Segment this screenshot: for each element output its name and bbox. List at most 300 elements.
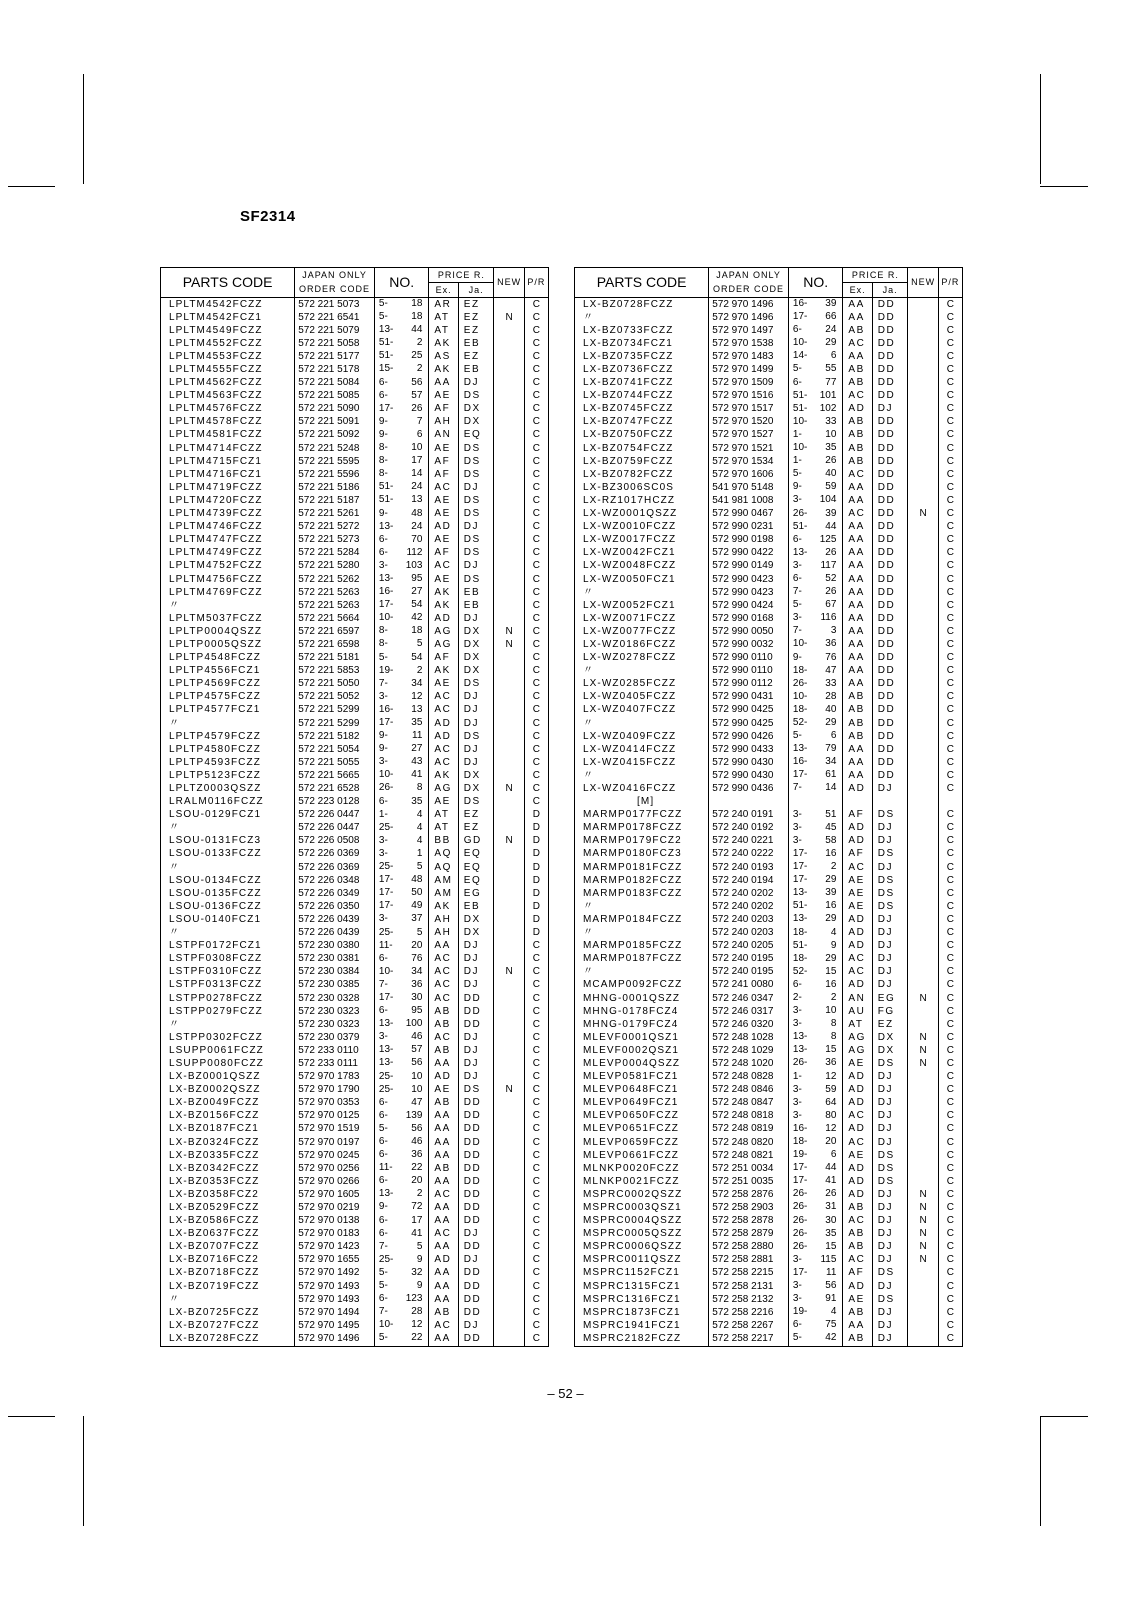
no-page: 6- xyxy=(378,389,388,401)
no-page: 17- xyxy=(378,599,394,611)
price-ex-cell: AK xyxy=(429,363,458,376)
price-ex-cell: AB xyxy=(843,377,872,390)
pr-cell: C xyxy=(946,874,955,886)
parts-code-cell: MARMP0180FCZ3 xyxy=(575,848,709,861)
price-ja-cell: DS xyxy=(872,887,908,900)
price-ex-cell: AF xyxy=(429,403,458,416)
price-ja-cell: DD xyxy=(872,586,908,599)
table-row xyxy=(575,1175,963,1188)
crop-mark xyxy=(83,74,84,184)
pr-cell: C xyxy=(946,1306,955,1318)
order-code-cell: 572 248 0828 xyxy=(709,1071,789,1084)
price-ja-cell: DX xyxy=(458,782,494,795)
no-item: 8 xyxy=(830,1031,837,1043)
price-ex-cell: AF xyxy=(429,468,458,481)
no-item: 76 xyxy=(825,651,837,663)
no-item: 42 xyxy=(411,612,423,624)
pr-cell: C xyxy=(532,940,541,952)
parts-code-cell: LX-BZ3006SC0S xyxy=(575,481,709,494)
no-cell xyxy=(374,547,429,560)
price-ex-cell: AS xyxy=(429,350,458,363)
price-ex-cell: AB xyxy=(429,1005,458,1018)
no-cell xyxy=(788,652,843,665)
no-page: 11- xyxy=(378,1162,393,1174)
no-item: 6 xyxy=(830,730,837,742)
table-row xyxy=(575,927,963,940)
no-item: 56 xyxy=(411,1122,423,1134)
order-code-cell: 572 970 0353 xyxy=(295,1097,375,1110)
table-row xyxy=(161,298,549,312)
new-cell xyxy=(494,1267,524,1280)
order-code-cell: 572 970 1790 xyxy=(295,1084,375,1097)
pr-cell: C xyxy=(946,691,955,703)
price-ex-cell: AG xyxy=(429,782,458,795)
pr-cell: C xyxy=(532,717,541,729)
no-page: 8- xyxy=(378,625,388,637)
no-item: 10 xyxy=(825,428,837,440)
new-cell xyxy=(494,652,524,665)
price-ja-cell: DD xyxy=(458,1306,494,1319)
price-ja-cell: DJ xyxy=(458,1057,494,1070)
no-item: 18 xyxy=(411,625,423,637)
no-cell xyxy=(374,534,429,547)
table-row xyxy=(575,992,963,1005)
pr-cell: C xyxy=(946,717,955,729)
no-cell xyxy=(374,455,429,468)
price-ex-cell: AA xyxy=(429,1267,458,1280)
order-code-cell: 572 970 1517 xyxy=(709,403,789,416)
new-cell xyxy=(494,1319,524,1332)
parts-code-cell: LX-BZ0156FCZZ xyxy=(161,1110,295,1123)
no-cell xyxy=(374,874,429,887)
price-ex-cell: AC xyxy=(429,992,458,1005)
new-cell xyxy=(908,1018,938,1031)
price-ja-cell: DS xyxy=(458,455,494,468)
no-page: 6- xyxy=(378,376,388,388)
pr-cell: C xyxy=(532,350,541,362)
pr-cell: C xyxy=(946,638,955,650)
price-ex-cell: AA xyxy=(429,1215,458,1228)
price-ja-cell: EB xyxy=(458,363,494,376)
new-cell xyxy=(908,1149,938,1162)
no-page: 51- xyxy=(378,481,394,493)
parts-code-cell: LX-BZ0728FCZZ xyxy=(575,298,709,312)
no-cell xyxy=(788,1123,843,1136)
no-page: 25- xyxy=(378,926,394,938)
new-cell: N xyxy=(908,1031,938,1044)
order-code-cell: 572 246 0320 xyxy=(709,1018,789,1031)
no-item: 76 xyxy=(411,952,423,964)
price-ex-cell: AE xyxy=(429,508,458,521)
price-ja-cell xyxy=(872,796,908,809)
no-page: 7- xyxy=(378,1306,388,1318)
no-cell xyxy=(374,1267,429,1280)
no-page: 10- xyxy=(792,638,808,650)
order-code-cell: 572 970 1493 xyxy=(295,1280,375,1293)
no-cell xyxy=(788,1136,843,1149)
order-code-cell: 572 221 5092 xyxy=(295,429,375,442)
no-cell xyxy=(374,1306,429,1319)
price-ex-header: Ex. xyxy=(429,283,458,298)
pr-cell: C xyxy=(532,442,541,454)
new-cell xyxy=(494,1097,524,1110)
new-cell: N xyxy=(908,1057,938,1070)
parts-code-cell: LX-WZ0071FCZZ xyxy=(575,612,709,625)
no-cell xyxy=(374,1044,429,1057)
no-cell xyxy=(374,822,429,835)
price-ja-cell: DJ xyxy=(872,966,908,979)
pr-cell: C xyxy=(532,468,541,480)
no-cell xyxy=(788,429,843,442)
price-ex-cell: AD xyxy=(429,1254,458,1267)
table-row xyxy=(575,782,963,795)
order-code-cell: 572 970 1521 xyxy=(709,442,789,455)
price-ex-cell: AK xyxy=(429,665,458,678)
no-cell xyxy=(374,638,429,651)
no-item: 2 xyxy=(830,861,837,873)
new-cell xyxy=(908,848,938,861)
price-ja-cell: DD xyxy=(872,573,908,586)
parts-code-cell: MSPRC1873FCZ1 xyxy=(575,1306,709,1319)
parts-code-cell: MARMP0187FCZZ xyxy=(575,953,709,966)
pr-cell: C xyxy=(946,1057,955,1069)
new-cell xyxy=(494,1254,524,1267)
order-code-cell: 572 240 0192 xyxy=(709,822,789,835)
pr-cell: C xyxy=(946,743,955,755)
parts-code-cell: MARMP0185FCZZ xyxy=(575,940,709,953)
pr-header: P/R xyxy=(938,268,962,298)
no-cell xyxy=(374,704,429,717)
price-ex-cell: AD xyxy=(843,1097,872,1110)
price-ex-cell: AD xyxy=(843,927,872,940)
no-cell xyxy=(788,1228,843,1241)
no-item: 5 xyxy=(416,926,423,938)
price-ex-cell: AT xyxy=(843,1018,872,1031)
price-ja-cell: DD xyxy=(872,652,908,665)
price-ja-cell: DJ xyxy=(872,1110,908,1123)
no-item: 15 xyxy=(825,965,837,977)
no-page: 3- xyxy=(378,1031,388,1043)
price-ex-cell: AD xyxy=(843,1175,872,1188)
parts-code-cell: LSUPP0080FCZZ xyxy=(161,1057,295,1070)
table-row xyxy=(161,822,549,835)
no-page: 17- xyxy=(792,1162,808,1174)
no-item: 117 xyxy=(820,559,837,571)
new-cell xyxy=(494,1136,524,1149)
pr-cell: C xyxy=(946,1031,955,1043)
new-cell xyxy=(494,1188,524,1201)
no-cell xyxy=(788,1018,843,1031)
price-ja-cell: DS xyxy=(458,678,494,691)
parts-code-cell: MCAMP0092FCZZ xyxy=(575,979,709,992)
no-cell xyxy=(788,1332,843,1346)
pr-cell: C xyxy=(532,1254,541,1266)
pr-cell: C xyxy=(532,1332,541,1344)
pr-cell: C xyxy=(532,1057,541,1069)
new-cell xyxy=(908,1280,938,1293)
price-ja-cell: EQ xyxy=(458,861,494,874)
pr-cell: C xyxy=(532,992,541,1004)
no-item: 46 xyxy=(411,1136,423,1147)
order-code-cell: 572 970 1605 xyxy=(295,1188,375,1201)
no-cell xyxy=(788,1005,843,1018)
price-ja-cell: DJ xyxy=(872,927,908,940)
no-page: 3- xyxy=(378,559,388,571)
no-item: 10 xyxy=(411,442,423,454)
pr-cell: C xyxy=(946,1267,955,1279)
no-cell xyxy=(374,350,429,363)
table-row xyxy=(575,874,963,887)
no-page: 3- xyxy=(792,821,802,833)
no-item: 14 xyxy=(411,468,423,480)
no-cell xyxy=(788,1267,843,1280)
no-page: 18- xyxy=(792,703,808,715)
no-page: 18- xyxy=(792,952,808,964)
no-item: 2 xyxy=(830,991,837,1003)
new-cell xyxy=(494,1162,524,1175)
new-cell xyxy=(908,403,938,416)
new-cell xyxy=(494,848,524,861)
order-code-cell: 572 240 0194 xyxy=(709,874,789,887)
pr-cell: C xyxy=(532,311,541,323)
table-row xyxy=(161,887,549,900)
no-item: 112 xyxy=(406,546,423,558)
no-cell xyxy=(788,377,843,390)
parts-code-cell: LX-BZ0782FCZZ xyxy=(575,468,709,481)
parts-code-cell: MLEVP0649FCZ1 xyxy=(575,1097,709,1110)
parts-code-cell: LPLTM4714FCZZ xyxy=(161,442,295,455)
no-page: 26- xyxy=(378,782,394,794)
new-cell xyxy=(908,979,938,992)
order-code-cell: 572 258 2216 xyxy=(709,1306,789,1319)
no-item: 6 xyxy=(830,350,837,362)
price-ja-cell: DX xyxy=(458,403,494,416)
order-code-cell: 572 990 0198 xyxy=(709,534,789,547)
order-code-cell: 572 970 1492 xyxy=(295,1267,375,1280)
pr-cell xyxy=(938,796,962,809)
pr-cell: C xyxy=(946,468,955,480)
new-cell xyxy=(494,324,524,337)
no-item: 36 xyxy=(411,1149,423,1161)
table-row xyxy=(575,1228,963,1241)
table-row xyxy=(575,1254,963,1267)
parts-code-cell: LSUPP0061FCZZ xyxy=(161,1044,295,1057)
parts-code-cell: 〃 xyxy=(161,927,295,940)
new-cell xyxy=(908,913,938,926)
price-ja-cell: DJ xyxy=(872,1071,908,1084)
parts-code-cell: LPLTM4555FCZZ xyxy=(161,363,295,376)
no-page: 16- xyxy=(792,1122,808,1134)
order-code-cell: 572 221 5054 xyxy=(295,743,375,756)
no-cell xyxy=(788,1149,843,1162)
no-page: 17- xyxy=(792,769,808,781)
pr-cell: C xyxy=(532,704,541,716)
price-ex-cell: AA xyxy=(429,940,458,953)
new-cell xyxy=(494,1110,524,1123)
no-page: 1- xyxy=(792,428,802,440)
new-cell xyxy=(908,390,938,403)
order-code-cell: 572 221 5664 xyxy=(295,612,375,625)
price-ja-cell: DX xyxy=(458,927,494,940)
price-ja-cell: DJ xyxy=(458,1044,494,1057)
new-cell xyxy=(494,521,524,534)
pr-cell: C xyxy=(532,1123,541,1135)
pr-cell: C xyxy=(532,796,541,808)
price-ja-cell: DJ xyxy=(872,822,908,835)
order-code-cell: 572 240 0202 xyxy=(709,900,789,913)
parts-code-cell: MSPRC1152FCZ1 xyxy=(575,1267,709,1280)
price-ja-cell: EB xyxy=(458,900,494,913)
new-cell xyxy=(494,809,524,822)
price-ex-cell: AG xyxy=(843,1031,872,1044)
price-ja-cell: EB xyxy=(458,599,494,612)
no-cell xyxy=(788,416,843,429)
price-ex-cell: AA xyxy=(843,625,872,638)
new-cell xyxy=(494,691,524,704)
no-cell xyxy=(374,1175,429,1188)
parts-code-cell: LX-BZ0001QSZZ xyxy=(161,1071,295,1084)
no-page: 5- xyxy=(792,599,802,611)
parts-code-cell: LSTPP0279FCZZ xyxy=(161,1005,295,1018)
price-ja-cell: DD xyxy=(872,756,908,769)
table-row xyxy=(575,586,963,599)
pr-cell: D xyxy=(532,822,541,834)
no-cell xyxy=(374,861,429,874)
table-row xyxy=(161,1201,549,1214)
new-cell: N xyxy=(908,1044,938,1057)
price-ja-cell: DD xyxy=(458,1018,494,1031)
order-code-cell: 572 990 0430 xyxy=(709,756,789,769)
order-code-cell: 572 970 1509 xyxy=(709,377,789,390)
table-row xyxy=(575,1123,963,1136)
new-cell xyxy=(494,678,524,691)
no-item: 47 xyxy=(411,1096,423,1108)
new-cell xyxy=(908,573,938,586)
price-ja-cell: DJ xyxy=(458,1254,494,1267)
no-item: 13 xyxy=(411,703,423,715)
no-item: 8 xyxy=(416,782,423,794)
no-cell xyxy=(788,298,843,312)
no-cell xyxy=(374,1319,429,1332)
pr-cell: C xyxy=(532,1202,541,1214)
no-cell xyxy=(374,586,429,599)
no-item: 4 xyxy=(416,834,423,846)
table-row xyxy=(161,691,549,704)
no-cell xyxy=(374,1228,429,1241)
no-cell xyxy=(374,887,429,900)
no-item: 101 xyxy=(819,389,837,401)
no-page: 6- xyxy=(792,324,802,336)
parts-code-cell: MARMP0181FCZZ xyxy=(575,861,709,874)
pr-cell: C xyxy=(532,612,541,624)
order-code-cell: 572 221 6528 xyxy=(295,782,375,795)
no-page: 6- xyxy=(378,1227,388,1239)
new-cell xyxy=(908,429,938,442)
parts-code-cell: LPLTM4756FCZZ xyxy=(161,573,295,586)
new-cell: N xyxy=(494,311,524,324)
table-row xyxy=(161,1280,549,1293)
table-row xyxy=(575,363,963,376)
price-ex-cell: AB xyxy=(843,1332,872,1346)
no-item: 54 xyxy=(411,651,423,663)
new-cell xyxy=(908,612,938,625)
price-ex-cell: AB xyxy=(843,1241,872,1254)
new-cell xyxy=(494,1241,524,1254)
new-cell: N xyxy=(908,508,938,521)
new-cell xyxy=(494,350,524,363)
order-code-cell: 572 233 0110 xyxy=(295,1044,375,1057)
new-cell xyxy=(908,769,938,782)
price-ja-cell: DS xyxy=(458,508,494,521)
order-code-cell: 572 226 0508 xyxy=(295,835,375,848)
new-cell xyxy=(908,311,938,324)
parts-code-cell: LX-WZ0416FCZZ xyxy=(575,782,709,795)
order-code-cell: 572 990 0436 xyxy=(709,782,789,795)
price-ja-cell: DJ xyxy=(458,979,494,992)
price-ex-cell: AC xyxy=(843,1254,872,1267)
new-cell: N xyxy=(494,835,524,848)
new-cell xyxy=(908,927,938,940)
no-page: 16- xyxy=(378,703,394,715)
parts-code-cell: 〃 xyxy=(575,769,709,782)
pr-cell: C xyxy=(946,377,955,389)
no-cell xyxy=(788,1188,843,1201)
parts-code-cell: LSTPF0313FCZZ xyxy=(161,979,295,992)
no-cell xyxy=(788,717,843,730)
price-ex-cell: AA xyxy=(843,678,872,691)
parts-code-cell: MSPRC2182FCZZ xyxy=(575,1332,709,1346)
no-item: 55 xyxy=(825,363,837,375)
no-item: 30 xyxy=(411,991,423,1003)
pr-cell: C xyxy=(532,1162,541,1174)
pr-cell: C xyxy=(532,730,541,742)
pr-cell: C xyxy=(532,756,541,768)
pr-cell: C xyxy=(532,625,541,637)
no-item: 4 xyxy=(830,1306,837,1318)
order-code-cell: 572 990 0050 xyxy=(709,625,789,638)
no-cell xyxy=(374,992,429,1005)
new-cell xyxy=(494,455,524,468)
pr-cell: C xyxy=(532,599,541,611)
table-row xyxy=(575,1097,963,1110)
no-item: 42 xyxy=(825,1332,837,1344)
new-cell xyxy=(494,1228,524,1241)
no-page: 51- xyxy=(792,402,808,414)
no-item: 17 xyxy=(411,1214,423,1226)
pr-cell: C xyxy=(532,586,541,598)
new-cell: N xyxy=(908,992,938,1005)
no-cell xyxy=(788,1319,843,1332)
parts-code-cell: LX-BZ0735FCZZ xyxy=(575,350,709,363)
no-page: 26- xyxy=(792,507,808,519)
no-item: 75 xyxy=(825,1319,837,1331)
parts-code-cell: MARMP0184FCZZ xyxy=(575,913,709,926)
price-ex-cell: AA xyxy=(429,1241,458,1254)
table-row xyxy=(161,599,549,612)
parts-code-cell: LX-WZ0186FCZZ xyxy=(575,638,709,651)
table-row xyxy=(161,678,549,691)
price-ja-cell: DD xyxy=(872,298,908,312)
no-cell xyxy=(374,743,429,756)
price-ex-cell: AA xyxy=(429,1201,458,1214)
pr-cell: C xyxy=(532,1149,541,1161)
table-row xyxy=(161,1057,549,1070)
no-cell xyxy=(788,625,843,638)
pr-cell: D xyxy=(532,874,541,886)
pr-cell: C xyxy=(946,573,955,585)
new-cell: N xyxy=(494,782,524,795)
new-cell xyxy=(908,782,938,795)
